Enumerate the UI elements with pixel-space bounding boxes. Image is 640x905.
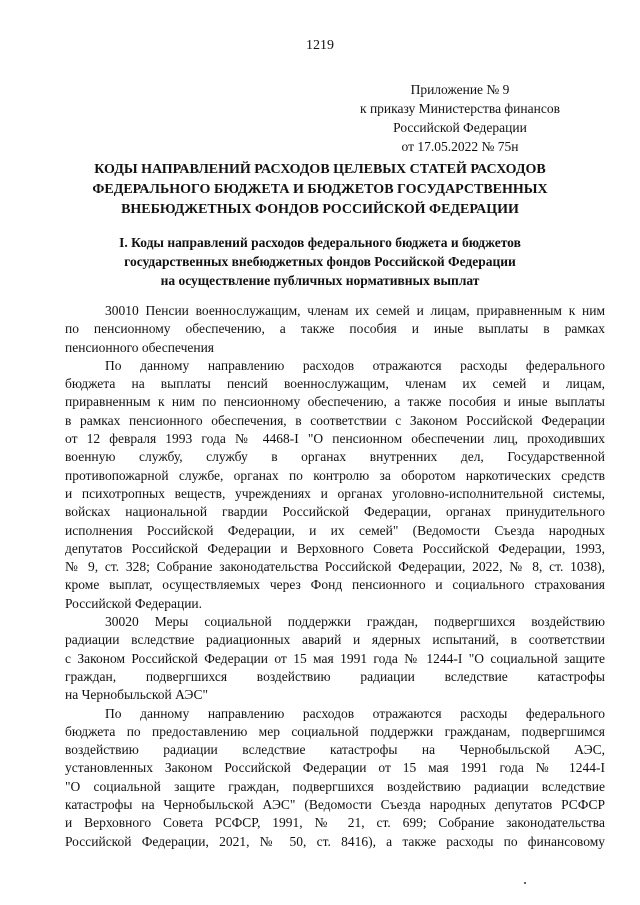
body-line: бюджета по предоставлению мер социальной поддержки гражданам, подвергшимся	[65, 723, 605, 739]
appendix-line: Приложение № 9	[410, 82, 510, 97]
body-line: противопожарной службе, органах по контролю за оборотом наркотических средств	[65, 467, 605, 483]
body-line: войсках национальной гвардии Российской Федерации, органах принудительного	[65, 504, 605, 520]
body-text	[65, 302, 605, 851]
body-line: по пенсионному обеспечению, а также пособия и иные выплаты в рамках	[65, 321, 605, 337]
body-line: граждан, подвергшихся воздействию радиации вследствие катастрофы	[65, 668, 605, 684]
body-line: "О социальной защите граждан, подвергшихся воздействию радиации вследствие	[65, 778, 605, 794]
body-line: приравненным к ним по пенсионному обеспечению, а также пособия и иные выплаты	[65, 394, 605, 410]
title-line: ВНЕБЮДЖЕТНЫХ ФОНДОВ РОССИЙСКОЙ ФЕДЕРАЦИИ	[121, 202, 519, 217]
body-line: катастрофы на Чернобыльской АЭС" (Ведомости Съезда народных депутатов РСФСР	[65, 797, 605, 813]
body-line: установленных Законом Российской Федерации от 15 мая 1991 года № 1244-I	[65, 760, 605, 776]
body-line: 30020 Меры социальной поддержки граждан, подвергшихся воздействию	[105, 614, 605, 630]
scan-speck	[524, 882, 526, 884]
body-line: По данному направлению расходов отражаются расходы федерального	[105, 357, 605, 373]
body-line: кроме выплат, осуществляемых через Фонд пенсионного и социального страхования	[65, 577, 605, 593]
body-line: № 9, ст. 328; Собрание законодательства Российской Федерации, 2022, № 8, ст. 1038),	[65, 559, 605, 575]
body-line: бюджета на выплаты пенсий военнослужащим, членам их семей и лицам,	[65, 376, 605, 392]
body-line: военную службу, службу в органах внутренних дел, Государственной	[65, 449, 605, 465]
section-line: на осуществление публичных нормативных выплат	[160, 273, 480, 288]
body-line: депутатов Российской Федерации и Верховного Совета Российской Федерации, 1993,	[65, 540, 605, 556]
body-line: 30010 Пенсии военнослужащим, членам их семей и лицам, приравненным к ним	[105, 303, 605, 318]
body-line: воздействию радиации вследствие катастрофы на Чернобыльской АЭС,	[65, 742, 605, 758]
appendix-line: от 17.05.2022 № 75н	[401, 139, 519, 154]
body-line: и психотропных веществ, учреждениях и органах уголовно-исполнительной системы,	[65, 485, 605, 501]
body-line: По данному направлению расходов отражаются расходы федерального	[105, 705, 605, 721]
title-line: ФЕДЕРАЛЬНОГО БЮДЖЕТА И БЮДЖЕТОВ ГОСУДАРСТВЕННЫХ	[92, 182, 548, 197]
body-line: в рамках пенсионного обеспечения, в соответствии с Законом Российской Федерации	[65, 412, 605, 428]
body-line: радиации вследствие радиационных аварий и ядерных испытаний, в соответствии	[65, 632, 605, 648]
document-title	[60, 160, 580, 220]
body-line: от 12 февраля 1993 года № 4468-I "О пенсионном обеспечении лиц, проходивших	[65, 431, 605, 447]
appendix-line: к приказу Министерства финансов	[360, 101, 560, 116]
appendix-line: Российской Федерации	[393, 120, 527, 135]
section-line: I. Коды направлений расходов федерального бюджета и бюджетов	[119, 235, 521, 250]
body-line: исполнения Российской Федерации, и их семей" (Ведомости Съезда народных	[65, 522, 605, 538]
body-line: Российской Федерации.	[65, 595, 203, 611]
appendix-header	[340, 80, 580, 156]
section-heading	[60, 233, 580, 290]
body-line: и Верховного Совета РСФСР, 1991, № 21, ст. 699; Собрание законодательства	[65, 815, 605, 831]
title-line: КОДЫ НАПРАВЛЕНИЙ РАСХОДОВ ЦЕЛЕВЫХ СТАТЕЙ РАСХОДОВ	[94, 162, 546, 177]
section-line: государственных внебюджетных фондов Российской Федерации	[124, 254, 516, 269]
body-line: Российской Федерации, 2021, № 50, ст. 8416), а также расходы по финансовому	[65, 833, 605, 849]
body-line: пенсионного обеспечения	[65, 339, 215, 355]
body-line: с Законом Российской Федерации от 15 мая 1991 года № 1244-I "О социальной защите	[65, 650, 605, 666]
body-line: на Чернобыльской АЭС"	[65, 687, 208, 703]
page-number: 1219	[306, 38, 334, 53]
